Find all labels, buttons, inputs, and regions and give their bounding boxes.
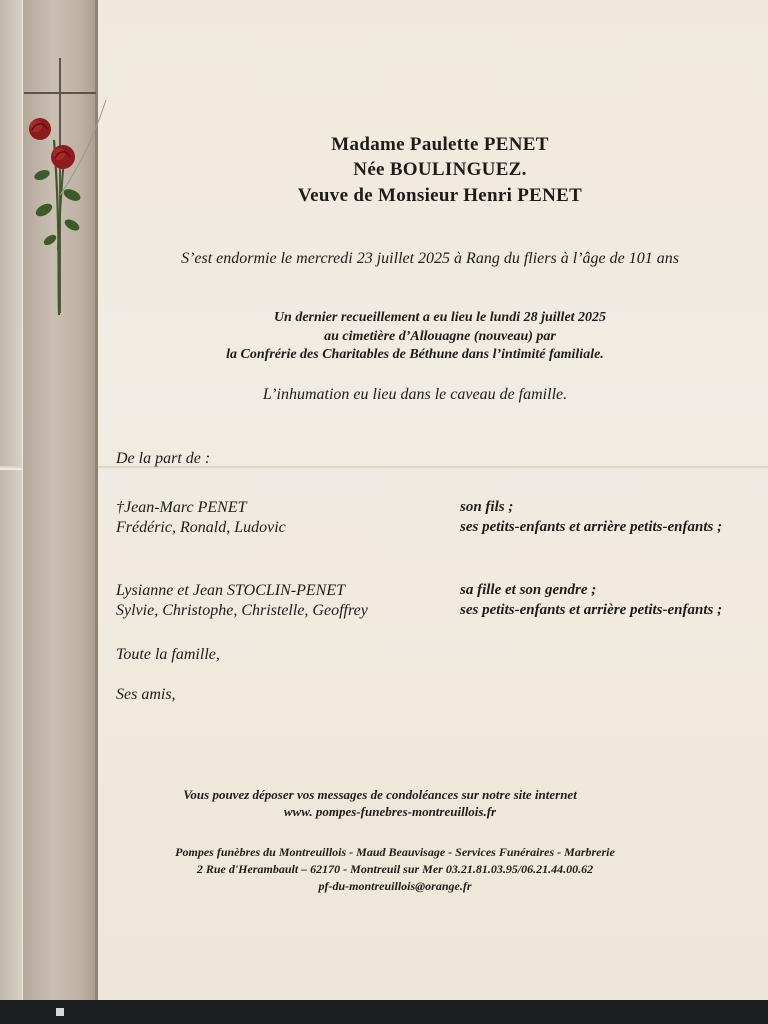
family-name: Sylvie, Christophe, Christelle, Geoffrey bbox=[116, 602, 368, 619]
death-announcement: S’est endormie le mercredi 23 juillet 2025 à Rang du fliers à l’âge de 101 ans bbox=[181, 250, 679, 267]
ceremony-line-2: au cimetière d’Allouagne (nouveau) par bbox=[324, 329, 556, 344]
widow-line: Veuve de Monsieur Henri PENET bbox=[297, 185, 583, 206]
family-relation: son fils ; bbox=[460, 499, 514, 515]
deceased-name: Madame Paulette PENET bbox=[331, 134, 549, 155]
inhumation-line: L’inhumation eu lieu dans le caveau de famille. bbox=[262, 386, 568, 403]
funeral-home-name: Pompes funèbres du Montreuillois - Maud Beauvisage - Services Funéraires - Marbrerie bbox=[175, 845, 615, 859]
ceremony-line-1: Un dernier recueillement a eu lieu le lundi 28 juillet 2025 bbox=[273, 310, 607, 325]
bottom-edge bbox=[0, 1000, 768, 1024]
from-label: De la part de : bbox=[116, 450, 211, 467]
funeral-home-address: 2 Rue d'Herambault – 62170 - Montreuil sur Mer 03.21.81.03.95/06.21.44.00.62 bbox=[196, 862, 594, 876]
condolences-line: Vous pouvez déposer vos messages de condoléances sur notre site internet bbox=[183, 787, 577, 802]
family-relation: sa fille et son gendre ; bbox=[460, 582, 597, 598]
family-relation: ses petits-enfants et arrière petits-enfants ; bbox=[460, 519, 723, 535]
website-link: www. pompes-funebres-montreuillois.fr bbox=[283, 804, 497, 819]
ceremony-line-3: la Confrérie des Charitables de Béthune dans l’intimité familiale. bbox=[226, 347, 604, 362]
funeral-home-email: pf-du-montreuillois@orange.fr bbox=[318, 879, 472, 893]
all-family-line: Toute la famille, bbox=[116, 646, 220, 663]
rose-icon bbox=[14, 100, 114, 320]
cross-bar bbox=[24, 92, 96, 94]
maiden-name: Née BOULINGUEZ. bbox=[353, 159, 527, 180]
bottom-dot bbox=[56, 1008, 64, 1016]
family-name: †Jean-Marc PENET bbox=[116, 499, 247, 516]
family-relation: ses petits-enfants et arrière petits-enfants ; bbox=[460, 602, 723, 618]
friends-line: Ses amis, bbox=[116, 686, 176, 703]
family-name: Frédéric, Ronald, Ludovic bbox=[116, 519, 286, 536]
family-name: Lysianne et Jean STOCLIN-PENET bbox=[116, 582, 345, 599]
